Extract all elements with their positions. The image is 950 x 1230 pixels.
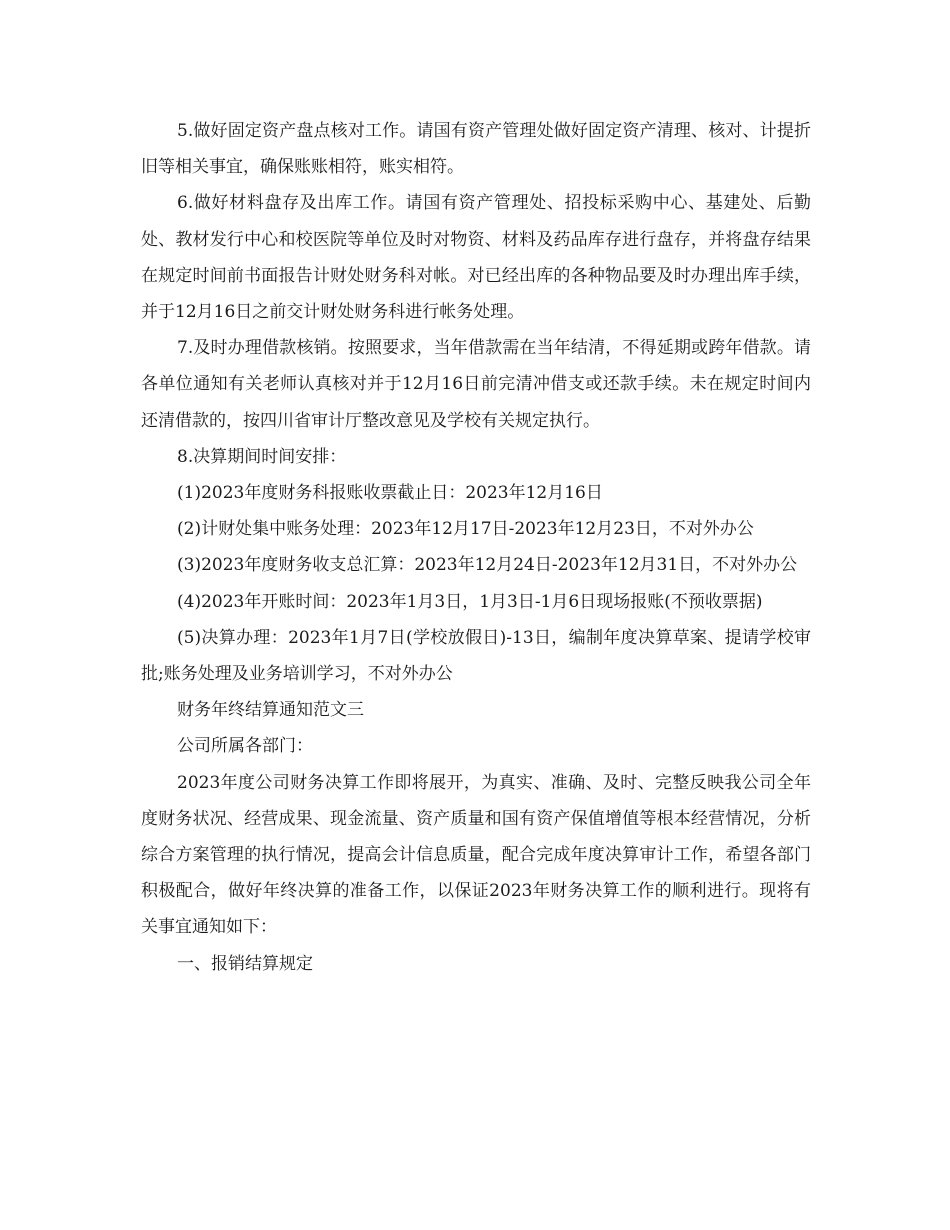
- section-title-sample-three: 财务年终结算通知范文三: [177, 700, 364, 721]
- document-body: [141, 113, 811, 982]
- paragraph-loan-writeoff: 7.及时办理借款核销。按照要求，当年借款需在当年结清，不得延期或跨年借款。请各单位通知有关老师认真核对并于12月16日前完清冲借支或还款手续。未在规定时间内还清借款的，按四川省审计厅整改意见及学校有关规定执行。: [141, 338, 811, 431]
- section-heading-reimbursement: 一、报销结算规定: [177, 953, 313, 974]
- schedule-item-2: (2)计财处集中账务处理：2023年12月17日-2023年12月23日，不对外办公: [177, 519, 754, 540]
- paragraph-notice-intro: 2023年度公司财务决算工作即将展开，为真实、准确、及时、完整反映我公司全年度财务状况、经营成果、现金流量、资产质量和国有资产保值增值等根本经营情况，分析综合方案管理的执行情况，提高会计信息质量，配合完成年度决算审计工作，希望各部门积极配合，做好年终决算的准备工作，以保证2023年财务决算工作的顺利进行。现将有关事宜通知如下：: [141, 772, 811, 938]
- schedule-item-3: (3)2023年度财务收支总汇算：2023年12月24日-2023年12月31日，不对外办公: [177, 555, 798, 576]
- schedule-item-4: (4)2023年开账时间：2023年1月3日，1月3日-1月6日现场报账(不预收票据): [177, 591, 763, 612]
- schedule-item-1: (1)2023年度财务科报账收票截止日：2023年12月16日: [177, 483, 603, 504]
- paragraph-materials-inventory: 6.做好材料盘存及出库工作。请国有资产管理处、招投标采购中心、基建处、后勤处、教材发行中心和校医院等单位及时对物资、材料及药品库存进行盘存，并将盘存结果在规定时间前书面报告计财处财务科对帐。对已经出库的各种物品要及时办理出库手续，并于12月16日之前交计财处财务科进行帐务处理。: [141, 193, 811, 323]
- schedule-item-5: (5)决算办理：2023年1月7日(学校放假日)-13日，编制年度决算草案、提请学校审批;账务处理及业务培训学习，不对外办公: [141, 627, 811, 685]
- salutation: 公司所属各部门：: [177, 736, 313, 757]
- paragraph-fixed-assets: 5.做好固定资产盘点核对工作。请国有资产管理处做好固定资产清理、核对、计提折旧等相关事宜，确保账账相符，账实相符。: [141, 121, 811, 178]
- paragraph-schedule-heading: 8.决算期间时间安排：: [177, 446, 347, 467]
